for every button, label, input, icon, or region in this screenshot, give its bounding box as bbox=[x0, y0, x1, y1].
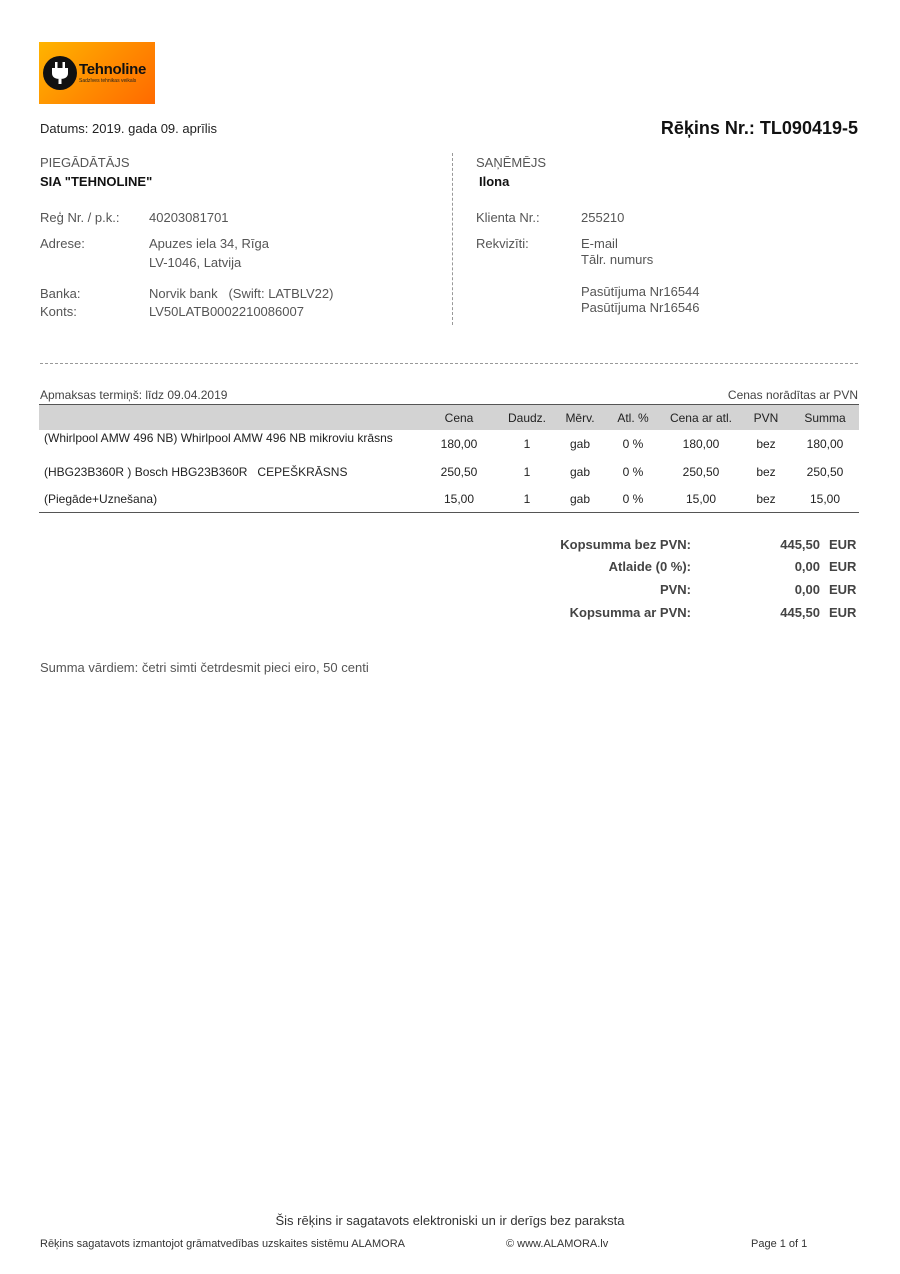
total-excl-vat-currency: EUR bbox=[829, 537, 857, 552]
table-row bbox=[39, 430, 859, 458]
payment-terms: Apmaksas termiņš: līdz 09.04.2019 bbox=[40, 388, 228, 402]
footer-system-note: Rēķins sagatavots izmantojot grāmatvedības uzskaites sistēmu ALAMORA bbox=[40, 1238, 405, 1250]
item-vat: bez bbox=[756, 437, 776, 451]
total-excl-vat-label: Kopsumma bez PVN: bbox=[560, 537, 691, 552]
logo-name: Tehnoline bbox=[79, 61, 147, 78]
company-logo bbox=[39, 42, 155, 104]
item-unit: gab bbox=[555, 485, 605, 513]
item-price: 180,00 bbox=[440, 437, 478, 451]
recipient-client-label: Klienta Nr.: bbox=[476, 210, 540, 225]
item-discount: 0 % bbox=[622, 464, 644, 479]
total-incl-vat-currency: EUR bbox=[829, 605, 857, 620]
item-description: (Piegāde+Uznešana) bbox=[39, 485, 419, 513]
supplier-address-line1: Apuzes iela 34, Rīga bbox=[149, 236, 269, 251]
item-discounted-price: 180,00 bbox=[682, 437, 720, 451]
electronic-invoice-note: Šis rēķins ir sagatavots elektroniski un ir derīgs bez paraksta bbox=[275, 1213, 625, 1228]
col-header-qty: Daudz. bbox=[499, 405, 555, 431]
total-excl-vat-value: 445,50 bbox=[780, 537, 820, 552]
recipient-email: E-mail bbox=[581, 236, 618, 251]
item-description: (HBG23B360R ) Bosch HBG23B360R CEPEŠKRĀSNS bbox=[44, 464, 348, 479]
item-discounted-price: 15,00 bbox=[661, 485, 741, 513]
supplier-name: SIA "TEHNOLINE" bbox=[40, 174, 153, 189]
item-sum: 15,00 bbox=[791, 485, 859, 513]
item-discount: 0 % bbox=[622, 437, 644, 451]
recipient-order-1: Pasūtījuma Nr16544 bbox=[581, 284, 700, 299]
supplier-bank-label: Banka: bbox=[40, 286, 81, 301]
item-discount: 0 % bbox=[605, 485, 661, 513]
item-sum: 250,50 bbox=[806, 464, 844, 479]
item-unit: gab bbox=[569, 464, 591, 479]
vat-currency: EUR bbox=[829, 582, 857, 597]
total-incl-vat-label: Kopsumma ar PVN: bbox=[569, 605, 691, 620]
vat-note: Cenas norādītas ar PVN bbox=[727, 388, 858, 402]
item-vat: bez bbox=[756, 464, 776, 479]
item-discounted-price: 250,50 bbox=[682, 464, 720, 479]
col-header-description bbox=[39, 405, 419, 431]
recipient-name: Ilona bbox=[479, 174, 510, 189]
col-header-sum: Summa bbox=[791, 405, 859, 431]
recipient-client-value: 255210 bbox=[581, 210, 625, 225]
item-price: 250,50 bbox=[440, 464, 478, 479]
amount-in-words: Summa vārdiem: četri simti četrdesmit pieci eiro, 50 centi bbox=[40, 660, 369, 675]
recipient-order-2: Pasūtījuma Nr16546 bbox=[581, 300, 700, 315]
supplier-reg-value: 40203081701 bbox=[149, 210, 229, 225]
invoice-title: Rēķins Nr.: TL090419-5 bbox=[660, 118, 858, 138]
footer-page-number: Page 1 of 1 bbox=[751, 1238, 808, 1250]
footer-website-link[interactable]: © www.ALAMORA.lv bbox=[506, 1238, 609, 1250]
col-header-unit: Mērv. bbox=[555, 405, 605, 431]
vat-label: PVN: bbox=[659, 582, 691, 597]
item-qty: 1 bbox=[523, 464, 531, 479]
discount-currency: EUR bbox=[829, 559, 857, 574]
item-qty: 1 bbox=[499, 485, 555, 513]
table-row bbox=[39, 485, 859, 513]
item-sum: 180,00 bbox=[806, 437, 844, 451]
discount-label: Atlaide (0 %): bbox=[608, 559, 691, 574]
item-unit: gab bbox=[569, 437, 591, 451]
section-divider bbox=[40, 363, 858, 364]
item-vat: bez bbox=[741, 485, 791, 513]
recipient-details-label: Rekvizīti: bbox=[476, 236, 529, 251]
supplier-address-label: Adrese: bbox=[40, 236, 85, 251]
table-header-row bbox=[39, 405, 859, 431]
supplier-reg-label: Reģ Nr. / p.k.: bbox=[40, 210, 120, 225]
supplier-heading: PIEGĀDĀTĀJS bbox=[40, 155, 130, 170]
column-divider bbox=[452, 153, 453, 325]
vat-value: 0,00 bbox=[794, 582, 820, 597]
total-incl-vat-value: 445,50 bbox=[780, 605, 820, 620]
table-row bbox=[39, 458, 859, 485]
col-header-vat: PVN bbox=[741, 405, 791, 431]
recipient-phone: Tālr. numurs bbox=[581, 252, 654, 267]
plug-icon bbox=[43, 56, 77, 90]
item-description: (Whirlpool AMW 496 NB) Whirlpool AMW 496 NB mikroviu krāsns bbox=[44, 431, 393, 445]
supplier-bank-value: Norvik bank (Swift: LATBLV22) bbox=[149, 286, 334, 301]
items-table bbox=[39, 404, 859, 513]
item-price: 15,00 bbox=[419, 485, 499, 513]
logo-tagline: Sadzīves tehnikas veikals bbox=[79, 78, 137, 84]
item-qty: 1 bbox=[523, 437, 531, 451]
invoice-date: Datums: 2019. gada 09. aprīlis bbox=[40, 121, 218, 136]
supplier-account-value: LV50LATB0002210086007 bbox=[149, 304, 304, 319]
discount-value: 0,00 bbox=[794, 559, 820, 574]
col-header-price: Cena bbox=[419, 405, 499, 431]
supplier-account-label: Konts: bbox=[40, 304, 77, 319]
col-header-discounted-price: Cena ar atl. bbox=[661, 405, 741, 431]
supplier-address-line2: LV-1046, Latvija bbox=[149, 255, 242, 270]
col-header-discount: Atl. % bbox=[605, 405, 661, 431]
recipient-heading: SAŅĒMĒJS bbox=[476, 155, 547, 170]
